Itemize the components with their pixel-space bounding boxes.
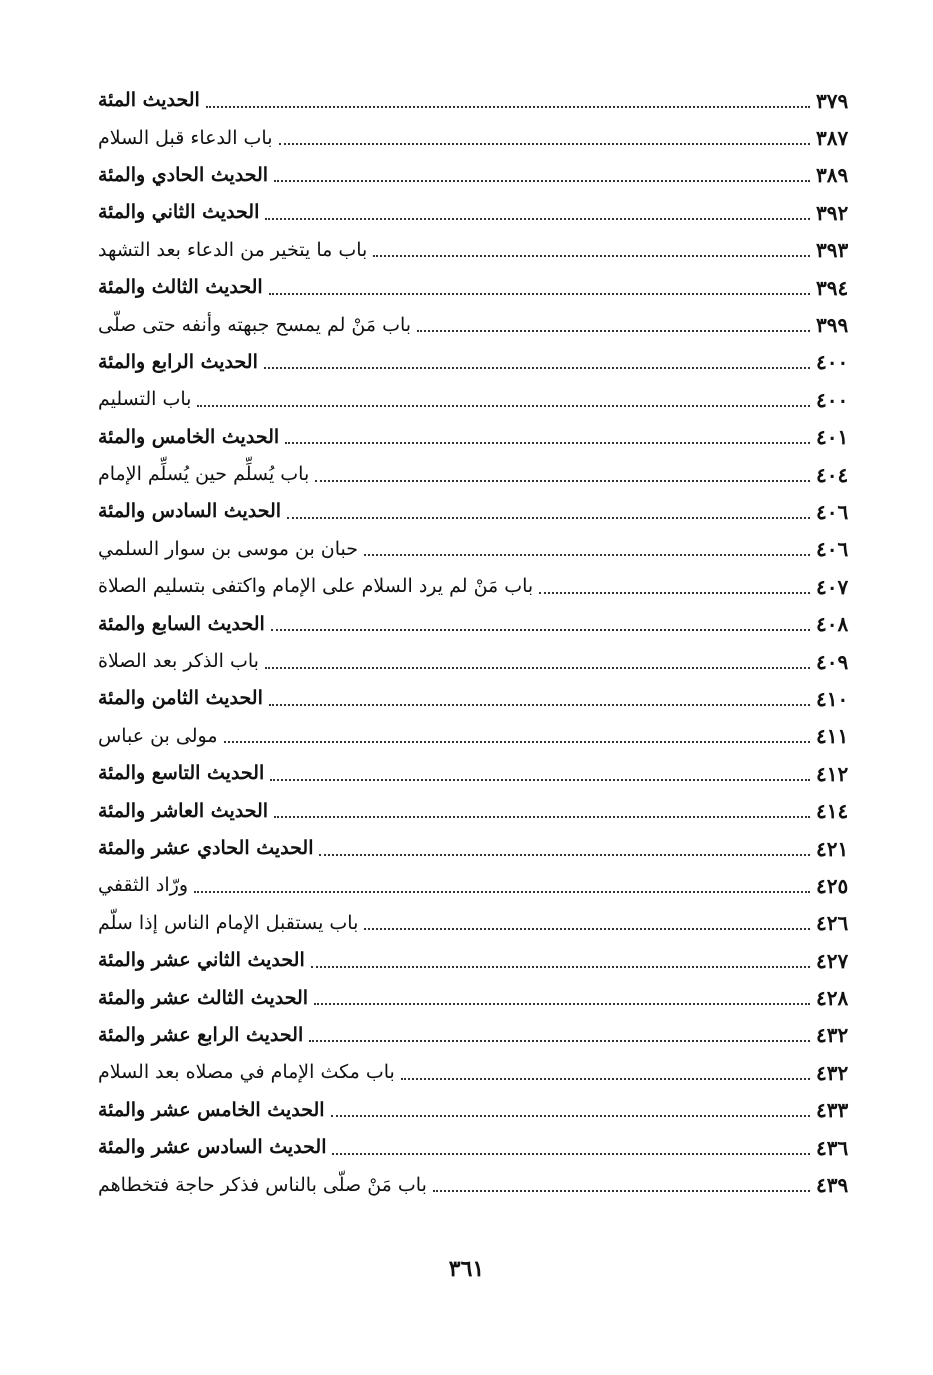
toc-entry-page: ٤٠٠ xyxy=(816,350,849,375)
toc-entry-page: ٣٩٤ xyxy=(816,275,849,300)
toc-entry-page: ٤٢٦ xyxy=(816,911,849,936)
toc-entry-page: ٤٠٠ xyxy=(816,387,849,412)
toc-entry-title: الحديث السادس والمئة xyxy=(98,500,282,523)
toc-entry-title: باب التسليم xyxy=(98,388,192,411)
toc-entry xyxy=(88,680,860,717)
dot-leader xyxy=(269,293,810,295)
toc-entry-page: ٤٣٣ xyxy=(816,1098,849,1123)
toc-entry-page: ٤٣٦ xyxy=(816,1135,849,1160)
toc-entry-title: الحديث التاسع والمئة xyxy=(98,762,265,785)
dot-leader xyxy=(314,1003,810,1005)
dot-leader xyxy=(311,966,810,968)
dot-leader xyxy=(197,405,810,407)
toc-entry-title: الحديث المئة xyxy=(98,89,200,112)
dot-leader xyxy=(274,180,810,182)
toc-entry-page: ٣٩٢ xyxy=(816,200,849,225)
toc-entry xyxy=(88,905,860,942)
toc-entry-title: الحديث السادس عشر والمئة xyxy=(98,1136,327,1159)
toc-entry-title: الحديث الرابع والمئة xyxy=(98,350,258,373)
toc-entry-title: باب مَنْ صلّى بالناس فذكر حاجة فتخطاهم xyxy=(98,1173,427,1196)
dot-leader xyxy=(539,592,810,594)
toc-entry xyxy=(88,1054,860,1091)
toc-entry-page: ٤٢٥ xyxy=(816,873,849,898)
dot-leader xyxy=(401,1078,810,1080)
dot-leader xyxy=(270,779,810,781)
toc-entry-page: ٤١٠ xyxy=(816,686,849,711)
toc-entry-page: ٣٧٩ xyxy=(816,88,849,113)
dot-leader xyxy=(265,667,810,669)
toc-entry-title: الحديث الخامس عشر والمئة xyxy=(98,1098,325,1121)
dot-leader xyxy=(264,367,810,369)
toc-entry-title: حبان بن موسى بن سوار السلمي xyxy=(98,537,358,560)
dot-leader xyxy=(332,1153,810,1155)
toc-entry-page: ٤٠٦ xyxy=(816,499,849,524)
toc-entry-page: ٤١٢ xyxy=(816,761,849,786)
toc-entry xyxy=(88,232,860,269)
toc-entry-page: ٤٢٧ xyxy=(816,948,849,973)
toc-entry-page: ٤٠٦ xyxy=(816,537,849,562)
toc-entry-title: الحديث الحادي عشر والمئة xyxy=(98,837,314,859)
toc-entry-title: الحديث الرابع عشر والمئة xyxy=(98,1023,304,1046)
toc-entry xyxy=(88,568,860,605)
toc-entry xyxy=(88,456,860,493)
toc-entry-title: باب مَنْ لم يرد السلام على الإمام واكتفى بتسليم الصلاة xyxy=(98,575,534,598)
toc-entry-title: الحديث العاشر والمئة xyxy=(98,799,269,822)
toc-entry-title: باب مكث الإمام في مصلاه بعد السلام xyxy=(98,1061,395,1084)
toc-entry xyxy=(88,119,860,156)
toc-entry-page: ٤٠٤ xyxy=(816,462,849,487)
toc-entry-page: ٤٠١ xyxy=(816,425,849,450)
toc-entry xyxy=(88,381,860,418)
toc-entry-page: ٤١١ xyxy=(816,724,849,749)
toc-entry xyxy=(88,942,860,979)
toc-entry-title: باب الدعاء قبل السلام xyxy=(98,126,273,149)
dot-leader xyxy=(206,106,810,108)
dot-leader xyxy=(331,1115,810,1117)
toc-entry-page: ٣٩٩ xyxy=(816,313,849,338)
toc-entry-title: باب ما يتخير من الدعاء بعد التشهد xyxy=(98,238,368,261)
toc-entry-title: الحديث الثالث والمئة xyxy=(98,276,263,299)
toc-entry xyxy=(88,419,860,456)
toc-entry-title: الحديث الثامن والمئة xyxy=(98,687,263,710)
dot-leader xyxy=(287,517,810,519)
toc-entry-title: باب مَنْ لم يمسح جبهته وأنفه حتى صلّى xyxy=(98,313,412,336)
toc-entry xyxy=(88,1129,860,1166)
toc-entry xyxy=(88,157,860,194)
toc-entry-page: ٤٢٨ xyxy=(816,986,849,1011)
toc-entry-page: ٤٢١ xyxy=(816,836,849,861)
toc-entry xyxy=(88,830,860,867)
toc-entry-page: ٣٨٧ xyxy=(816,126,849,151)
toc-entry xyxy=(88,605,860,642)
toc-entry-page: ٤٠٩ xyxy=(816,649,849,674)
toc-entry xyxy=(88,643,860,680)
toc-entry xyxy=(88,718,860,755)
toc-entry-title: باب يستقبل الإمام الناس إذا سلّم xyxy=(98,911,359,934)
dot-leader xyxy=(309,1040,810,1042)
dot-leader xyxy=(364,554,810,556)
toc-entry-page: ٤١٤ xyxy=(816,799,849,824)
toc-entry-title: باب يُسلِّم حين يُسلِّم الإمام xyxy=(98,463,310,486)
page-number: ٣٦١ xyxy=(448,1256,485,1282)
toc-entry-page: ٣٨٩ xyxy=(816,163,849,188)
table-of-contents xyxy=(88,82,860,1204)
toc-entry xyxy=(88,194,860,231)
toc-entry-page: ٤٣٢ xyxy=(816,1023,849,1048)
toc-entry xyxy=(88,1017,860,1054)
toc-entry xyxy=(88,867,860,904)
dot-leader xyxy=(279,143,810,145)
toc-entry xyxy=(88,979,860,1016)
toc-entry-page: ٤٣٩ xyxy=(816,1173,849,1198)
toc-entry xyxy=(88,493,860,530)
dot-leader xyxy=(265,218,810,220)
dot-leader xyxy=(194,891,810,893)
dot-leader xyxy=(269,704,810,706)
toc-entry xyxy=(88,755,860,792)
dot-leader xyxy=(224,741,810,743)
dot-leader xyxy=(364,928,810,930)
dot-leader xyxy=(285,442,810,444)
dot-leader xyxy=(417,330,810,332)
toc-entry xyxy=(88,531,860,568)
toc-entry-page: ٤٣٢ xyxy=(816,1060,849,1085)
toc-entry xyxy=(88,306,860,343)
toc-entry-title: الحديث السابع والمئة xyxy=(98,612,265,635)
toc-entry-title: الحديث الثالث عشر والمئة xyxy=(98,986,309,1009)
toc-entry xyxy=(88,1092,860,1129)
toc-entry xyxy=(88,792,860,829)
toc-entry xyxy=(88,1166,860,1203)
toc-entry-title: الحديث الخامس والمئة xyxy=(98,425,280,448)
dot-leader xyxy=(373,255,810,257)
toc-entry-page: ٣٩٣ xyxy=(816,238,849,263)
toc-entry-page: ٤٠٨ xyxy=(816,612,849,637)
toc-entry-title: الحديث الحادي والمئة xyxy=(98,163,269,186)
dot-leader xyxy=(271,629,810,631)
toc-entry-page: ٤٠٧ xyxy=(816,574,849,599)
dot-leader xyxy=(274,816,810,818)
dot-leader xyxy=(433,1190,810,1192)
toc-entry xyxy=(88,269,860,306)
toc-entry-title: الحديث الثاني والمئة xyxy=(98,201,260,224)
dot-leader xyxy=(315,480,810,482)
toc-entry-title: الحديث الثاني عشر والمئة xyxy=(98,949,305,972)
toc-entry-title: ورّاد الثقفي xyxy=(98,874,188,897)
toc-entry-title: باب الذكر بعد الصلاة xyxy=(98,650,259,673)
dot-leader xyxy=(319,854,810,856)
toc-entry-title: مولى بن عباس xyxy=(98,724,218,747)
toc-entry xyxy=(88,344,860,381)
toc-entry xyxy=(88,82,860,119)
